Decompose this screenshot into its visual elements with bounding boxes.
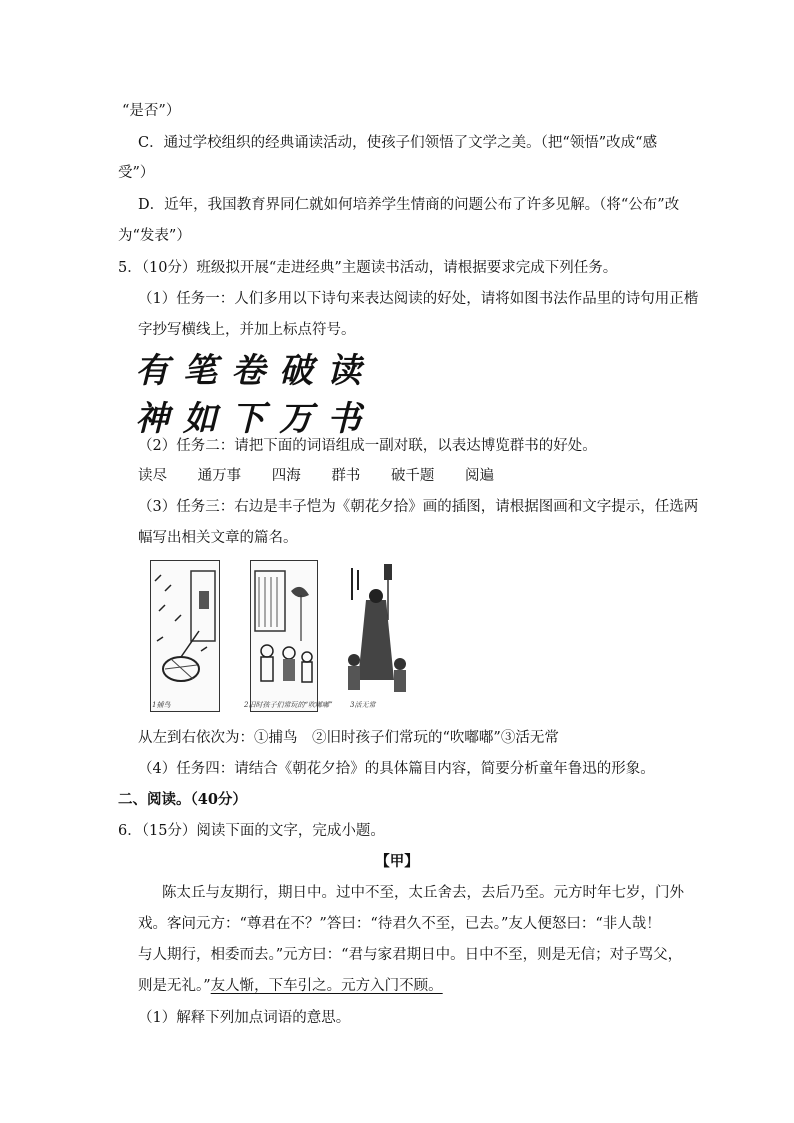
- underlined-sentence: 友人惭，下车引之。元方入门不顾。: [210, 978, 443, 994]
- calligraphy-row-2: 神如下万书: [135, 399, 375, 439]
- task-3: （3）任务三：右边是丰子恺为《朝花夕拾》画的插图，请根据图画和文字提示，任选两: [138, 499, 699, 515]
- passage-line-3: 与人期行，相委而去。”元方曰：“君与家君期日中。日中不至，则是无信；对子骂父，: [138, 947, 683, 963]
- option-c-tail: 受”）: [118, 165, 155, 181]
- bird-catching-drawing: [151, 561, 219, 711]
- huowuchang-drawing: [344, 560, 408, 710]
- option-b-tail: “是否”）: [122, 103, 181, 119]
- word-item: 阅遍: [465, 468, 495, 484]
- question-5: 5．（10分）班级拟开展“走进经典”主题读书活动，请根据要求完成下列任务。: [118, 260, 618, 276]
- caption-2: 2旧时孩子们常玩的“吹嘟嘟”: [244, 701, 333, 709]
- task-1: （1）任务一：人们多用以下诗句来表达阅读的好处，请将如图书法作品里的诗句用正楷: [138, 291, 699, 307]
- passage-line-4-start: 则是无礼。”: [138, 978, 211, 994]
- task-3-cont: 幅写出相关文章的篇名。: [138, 530, 298, 546]
- illustration-chuidudu: [250, 560, 318, 712]
- word-item: 破千题: [390, 468, 435, 484]
- section-heading-reading: 二、阅读。（40分）: [118, 791, 247, 808]
- option-d: D．近年，我国教育界同仁就如何培养学生情商的问题公布了许多见解。（将“公布”改: [138, 197, 680, 213]
- caption-1: 1捕鸟: [152, 701, 171, 709]
- chuidudu-drawing: [251, 561, 317, 711]
- task-1-cont: 字抄写横线上，并加上标点符号。: [138, 322, 356, 338]
- option-d-tail: 为“发表”）: [118, 228, 191, 244]
- word-list: [138, 466, 520, 486]
- task-2: （2）任务二：请把下面的词语组成一副对联，以表达博览群书的好处。: [138, 438, 597, 454]
- illustration-huowuchang: [344, 560, 408, 710]
- word-item: 四海: [271, 468, 301, 484]
- passage-jia-heading: 【甲】: [375, 853, 419, 870]
- passage-line-1: 陈太丘与友期行，期日中。过中不至，太丘舍去，去后乃至。元方时年七岁，门外: [162, 885, 684, 901]
- sub-question-1: （1）解释下列加点词语的意思。: [138, 1010, 351, 1026]
- illustration-order: 从左到右依次为：①捕鸟 ②旧时孩子们常玩的“吹嘟嘟”③活无常: [138, 730, 559, 746]
- word-item: 读尽: [138, 468, 167, 484]
- option-c: C．通过学校组织的经典诵读活动，使孩子们领悟了文学之美。（把“领悟”改成“感: [138, 135, 658, 151]
- task-4: （4）任务四：请结合《朝花夕拾》的具体篇目内容，简要分析童年鲁迅的形象。: [138, 761, 655, 777]
- word-item: 群书: [331, 468, 361, 484]
- word-item: 通万事: [197, 468, 242, 484]
- passage-line-4: [138, 976, 443, 996]
- question-6: 6．（15分）阅读下面的文字，完成小题。: [118, 823, 385, 839]
- passage-line-2: 戏。客问元方：“尊君在不？”答曰：“待君久不至，已去。”友人便怒曰：“非人哉！: [138, 916, 661, 932]
- caption-3: 3活无常: [350, 701, 376, 709]
- calligraphy-row-1: 有笔卷破读: [135, 351, 375, 391]
- illustration-bird-catching: [150, 560, 220, 712]
